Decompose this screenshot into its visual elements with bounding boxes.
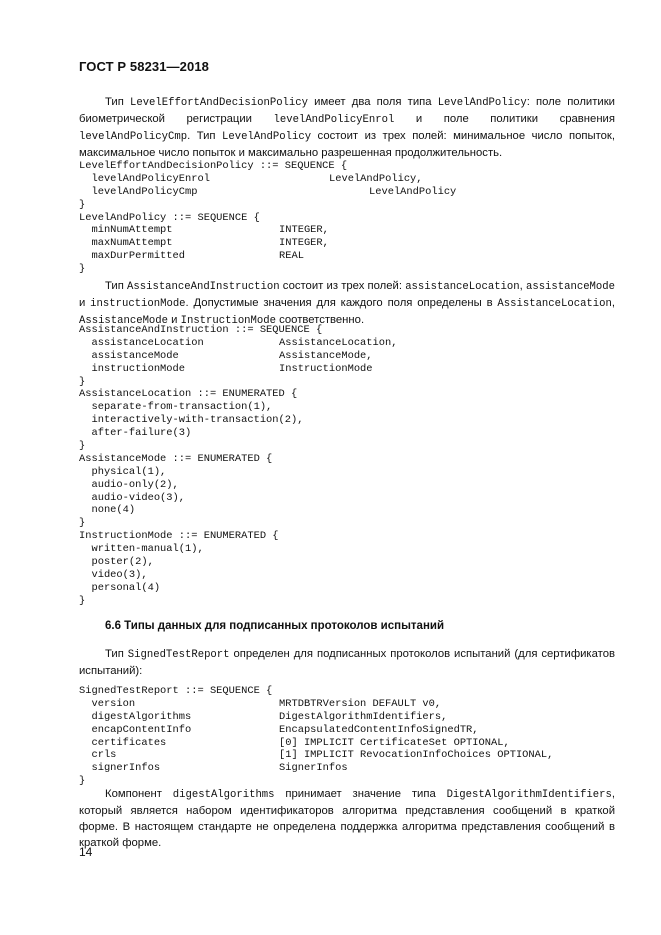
- document-header: ГОСТ Р 58231—2018: [79, 59, 209, 74]
- code-line: [79, 440, 619, 453]
- text-run: имеет два поля типа: [308, 96, 438, 108]
- code-line: [79, 569, 619, 582]
- code-type: InstructionMode: [279, 362, 373, 375]
- code-line: [79, 237, 619, 250]
- code-line: [79, 685, 619, 698]
- code-type: AssistanceLocation,: [279, 336, 398, 349]
- code-line: [79, 711, 619, 724]
- code-line: [79, 698, 619, 711]
- text-run: и поле политики сравнения: [394, 113, 615, 125]
- code-field: }: [79, 440, 86, 453]
- code-field: }: [79, 198, 86, 211]
- page-number: 14: [79, 845, 93, 859]
- text-run: : поле политики биометрической регистрации: [79, 96, 615, 125]
- code-field: crls: [79, 749, 117, 762]
- text-run: состоит из трех полей: минимальное число попыток, максимальное число попыток и максимально разрешенная продолжительность.: [79, 130, 616, 159]
- code-type: AssistanceMode,: [279, 349, 373, 362]
- paragraph-level-policy: [79, 94, 615, 161]
- text-run: принимает значение типа: [274, 788, 447, 800]
- code-line: [79, 350, 619, 363]
- text-run: определен для подписанных протоколов испытаний (для сертификатов испытаний):: [79, 648, 615, 677]
- inline-code: instructionMode: [90, 298, 186, 310]
- text-run: Тип: [105, 96, 130, 108]
- paragraph-text: [79, 94, 615, 161]
- code-field: assistanceLocation: [79, 336, 204, 349]
- code-line: [79, 212, 619, 225]
- text-run: состоит из трех полей:: [279, 280, 406, 292]
- code-line: [79, 737, 619, 750]
- code-field: maxNumAttempt: [79, 237, 173, 250]
- code-line: [79, 427, 619, 440]
- text-run: и: [79, 297, 91, 309]
- code-field: }: [79, 375, 86, 388]
- code-line: [79, 324, 619, 337]
- code-field: separate-from-transaction(1),: [79, 401, 273, 414]
- code-type: DigestAlgorithmIdentifiers,: [279, 710, 448, 723]
- code-type: MRTDBTRVersion DEFAULT v0,: [279, 697, 442, 710]
- code-line: [79, 517, 619, 530]
- code-field: poster(2),: [79, 556, 154, 569]
- code-field: maxDurPermitted: [79, 250, 186, 263]
- code-line: [79, 466, 619, 479]
- code-field: levelAndPolicyCmp: [79, 185, 198, 198]
- code-line: [79, 376, 619, 389]
- code-field: AssistanceMode ::= ENUMERATED {: [79, 452, 273, 465]
- code-field: AssistanceAndInstruction ::= SEQUENCE {: [79, 324, 323, 336]
- inline-code: LevelAndPolicy: [437, 97, 527, 109]
- code-line: [79, 595, 619, 608]
- paragraph-text: [79, 786, 615, 851]
- code-line: [79, 388, 619, 401]
- section-heading: 6.6 Типы данных для подписанных протоколов испытаний: [105, 620, 445, 632]
- code-field: }: [79, 594, 86, 607]
- code-field: }: [79, 517, 86, 530]
- code-type: LevelAndPolicy: [369, 185, 457, 198]
- code-field: certificates: [79, 736, 167, 749]
- code-type: INTEGER,: [279, 237, 329, 250]
- code-line: [79, 199, 619, 212]
- code-field: physical(1),: [79, 465, 167, 478]
- paragraph-text: [79, 646, 615, 679]
- code-field: levelAndPolicyEnrol: [79, 172, 210, 185]
- inline-code: SignedTestReport: [127, 649, 230, 661]
- text-run: . Тип: [187, 130, 223, 142]
- text-run: ,: [519, 280, 526, 292]
- code-type: SignerInfos: [279, 762, 348, 775]
- code-field: personal(4): [79, 581, 161, 594]
- code-field: }: [79, 775, 86, 788]
- code-line: [79, 401, 619, 414]
- text-run: Тип: [105, 280, 128, 292]
- code-field: signerInfos: [79, 762, 161, 775]
- code-type: REAL: [279, 250, 304, 263]
- code-field: minNumAttempt: [79, 224, 173, 237]
- code-line: [79, 160, 619, 173]
- code-line: [79, 453, 619, 466]
- paragraph-assistance: [79, 278, 615, 329]
- text-run: ,: [611, 297, 615, 309]
- inline-code: LevelEffortAndDecisionPolicy: [129, 97, 308, 109]
- code-field: digestAlgorithms: [79, 710, 192, 723]
- code-field: AssistanceLocation ::= ENUMERATED {: [79, 388, 298, 401]
- text-run: Компонент: [105, 788, 173, 800]
- code-line: [79, 173, 619, 186]
- code-type: LevelAndPolicy,: [329, 172, 423, 185]
- inline-code: AssistanceAndInstruction: [127, 281, 280, 293]
- inline-code: AssistanceLocation: [497, 298, 612, 310]
- inline-code: digestAlgorithms: [172, 789, 275, 801]
- code-field: assistanceMode: [79, 349, 179, 362]
- code-line: [79, 582, 619, 595]
- inline-code: LevelAndPolicy: [222, 131, 312, 143]
- code-line: [79, 543, 619, 556]
- inline-code: assistanceLocation: [405, 281, 520, 293]
- inline-code: levelAndPolicyCmp: [79, 131, 188, 143]
- text-run: , который является набором идентификаторов алгоритма представления сообщений в краткой форме. В настоящем стандарте не определена поддержка алгоритма представления сообщений в краткой форме.: [79, 788, 615, 849]
- code-line: [79, 250, 619, 263]
- code-type: EncapsulatedContentInfoSignedTR,: [279, 723, 479, 736]
- code-line: [79, 530, 619, 543]
- code-line: [79, 224, 619, 237]
- code-line: [79, 414, 619, 427]
- code-block-signed-report: [79, 685, 619, 788]
- inline-code: InstructionMode: [180, 315, 276, 327]
- code-field: version: [79, 697, 136, 710]
- code-type: [1] IMPLICIT RevocationInfoChoices OPTIONAL,: [279, 749, 554, 762]
- code-field: video(3),: [79, 568, 148, 581]
- code-field: none(4): [79, 504, 136, 517]
- text-run: соответственно.: [275, 314, 365, 326]
- code-line: [79, 724, 619, 737]
- code-line: [79, 363, 619, 376]
- code-type: INTEGER,: [279, 224, 329, 237]
- inline-code: AssistanceMode: [79, 315, 169, 327]
- code-field: written-manual(1),: [79, 543, 204, 556]
- code-field: instructionMode: [79, 362, 186, 375]
- code-field: audio-only(2),: [79, 478, 179, 491]
- text-run: Тип: [105, 648, 128, 660]
- code-field: LevelAndPolicy ::= SEQUENCE {: [79, 211, 260, 224]
- text-run: . Допустимые значения для каждого поля определены в: [185, 297, 498, 309]
- code-field: audio-video(3),: [79, 491, 186, 504]
- code-field: InstructionMode ::= ENUMERATED {: [79, 530, 279, 543]
- paragraph-text: [79, 278, 615, 329]
- code-field: after-failure(3): [79, 427, 192, 440]
- code-line: [79, 762, 619, 775]
- paragraph-digest: [79, 786, 615, 851]
- code-field: SignedTestReport ::= SEQUENCE {: [79, 685, 273, 697]
- inline-code: assistanceMode: [525, 281, 615, 293]
- inline-code: DigestAlgorithmIdentifiers: [446, 789, 612, 801]
- code-field: interactively-with-transaction(2),: [79, 414, 304, 427]
- code-line: [79, 263, 619, 276]
- code-field: }: [79, 263, 86, 276]
- code-line: [79, 186, 619, 199]
- code-field: LevelEffortAndDecisionPolicy ::= SEQUENCE {: [79, 160, 348, 172]
- paragraph-signed-report: [79, 646, 615, 679]
- code-line: [79, 479, 619, 492]
- code-field: encapContentInfo: [79, 723, 192, 736]
- code-block-assistance: [79, 324, 619, 608]
- code-line: [79, 556, 619, 569]
- code-line: [79, 504, 619, 517]
- code-line: [79, 749, 619, 762]
- code-line: [79, 337, 619, 350]
- code-type: [0] IMPLICIT CertificateSet OPTIONAL,: [279, 736, 510, 749]
- inline-code: levelAndPolicyEnrol: [273, 114, 395, 126]
- code-block-level-policy: [79, 160, 619, 276]
- text-run: и: [168, 314, 181, 326]
- code-line: [79, 492, 619, 505]
